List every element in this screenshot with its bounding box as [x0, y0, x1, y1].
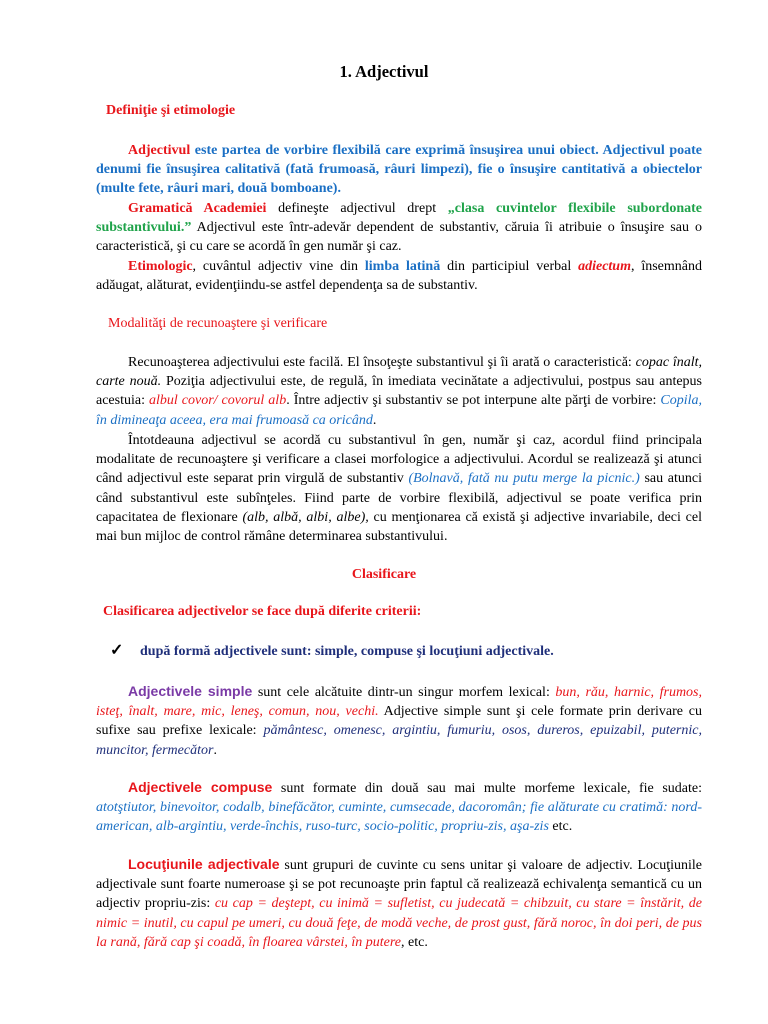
example: (Bolnavă, fată nu putu merge la picnic.)	[408, 471, 640, 487]
paragraph-agreement	[96, 431, 702, 546]
paragraph-compound	[96, 778, 702, 837]
quote-definition: „clasa cuvintelor flexibile subordonate substantivului.”	[96, 201, 702, 236]
term-etimologic: Etimologic	[128, 259, 193, 274]
page-title: 1. Adjectivul	[339, 62, 429, 81]
example-list: atotştiutor, binevoitor, codalb, binefăcător, cuminte, cumsecade, dacoromân; fie alăturate cu cratimă: nord-american, alb-argintiu, verde-închis, ruso-turc, socio-politic, propriu-zis, aşa-zis	[96, 800, 702, 835]
section-heading-modalitati: Modalităţi de recunoaştere şi verificare	[108, 316, 328, 331]
term-locutiunile-adjectivale: Locuţiunile adjectivale	[128, 856, 280, 872]
text: sunt formate din două sau mai multe morfeme lexicale, fie sudate:	[272, 781, 702, 796]
text: etc.	[548, 819, 573, 835]
example-list: pământesc, omenesc, argintiu, fumuriu, osos, dureros, epuizabil, puternic, muncitor, fermecător	[96, 723, 702, 758]
paragraph-simple	[96, 682, 702, 760]
paragraph-definition	[96, 141, 702, 199]
text: , cuvântul adjectiv vine din	[192, 259, 365, 274]
term-adjectivele: Adjectivele	[128, 683, 208, 699]
paragraph-phrases	[96, 855, 702, 952]
text: sau atunci când substantivul este subînţeles. Fiind parte de vorbire flexibilă, adjectivul se poate verifica prin capacitatea de flexionare	[96, 471, 702, 525]
text: Întotdeauna adjectivul se acordă cu substantivul în gen, număr şi caz, acordul fiind principala modalitate de recunoaştere şi verificare a clasei morfologice a adjectivului. Acordul se realizează şi atunci când adjectivul este separat prin virgulă de substantiv	[96, 433, 702, 487]
text: Poziţia adjectivului este, de regulă, în imediata vecinătate a adjectivului, postpus sau antepus acestuia:	[96, 374, 703, 409]
text: Adjectivul este într-adevăr dependent de substantiv, căruia îi atribuie o însuşire sau o caracteristică, şi cu care se acordă în gen număr şi caz.	[96, 220, 702, 255]
paragraph-academy	[96, 199, 702, 257]
text: .	[372, 412, 377, 428]
paragraph-etymology	[96, 257, 702, 295]
term-simple: simple	[207, 683, 253, 699]
text: sunt grupuri de cuvinte cu sens unitar şi valoare de adjectiv. Locuţiunile adjectivale sunt foarte numeroase şi se pot recunoaşte prin faptul că realizează echivalenţa semantică cu un adjectiv propriu-zis:	[96, 858, 702, 912]
text: .	[213, 742, 217, 758]
section-heading-definitie: Definiţie şi etimologie	[106, 103, 236, 118]
text: , însemnând adăugat, alăturat, evidenţiindu-se astfel dependenţa sa de substantiv.	[96, 259, 703, 294]
text: . Între adjectiv şi substantiv se pot interpune alte părţi de vorbire:	[286, 393, 661, 409]
paragraph-recognition	[96, 353, 702, 430]
text: din participiul verbal	[440, 259, 579, 274]
term-adjectivele-compuse: Adjectivele compuse	[128, 779, 273, 795]
example: copac înalt, carte nouă.	[96, 355, 702, 390]
text: Recunoaşterea adjectivului este facilă. El însoţeşte substantivul şi îi arată o caracteristică:	[128, 355, 636, 370]
term-limba-latina: limba latină	[364, 259, 441, 274]
definition-text: este partea de vorbire flexibilă care exprimă însuşirea unui obiect. Adjectivul poate denumi fie însuşirea calitativă (fată frumoasă, râuri limpezi), fie o însuşire cantitativă a obiectelor (multe fete, râuri mari, două bomboane).	[96, 143, 702, 197]
term-adiectum: adiectum	[578, 259, 631, 274]
term-gramatica-academiei: Gramatică Academiei	[128, 201, 267, 216]
section-heading-clasificare: Clasificare	[351, 567, 417, 582]
text: , etc.	[401, 934, 428, 950]
text: sunt cele alcătuite dintr-un singur morfem lexical:	[252, 685, 556, 700]
example-list: bun, rău, harnic, frumos, isteţ, înalt, mare, mic, leneş, comun, nou, vechi.	[96, 685, 702, 720]
example: (alb, albă, albi, albe),	[242, 509, 369, 525]
text: cu menţionarea că există şi adjective invariabile, deci cel mai bun mijloc de control rămâne determinarea substantivului.	[96, 509, 702, 545]
bullet-text: după formă adjectivele sunt: simple, compuse şi locuţiuni adjectivale.	[140, 644, 554, 659]
example-list: cu cap = deştept, cu inimă = sufletist, cu judecată = chibzuit, cu stare = înstărit, de nimic = inutil, cu capul pe umeri, cu două feţe, de modă veche, de prost gust, fără noroc, în doi peri, de pus la rană, fără cap şi coadă, în floarea vârstei, în putere	[96, 896, 702, 950]
checkmark-icon: ✓	[110, 642, 124, 659]
example: Copila, în dimineaţa aceea, era mai frumoasă ca oricând	[96, 393, 702, 428]
section-heading-criterii: Clasificarea adjectivelor se face după diferite criterii:	[103, 604, 422, 619]
text: defineşte adjectivul drept	[266, 201, 448, 216]
example: albul covor/ covorul alb	[148, 393, 287, 409]
term-adjectivul: Adjectivul	[128, 143, 191, 158]
text: Adjective simple sunt şi cele formate prin derivare cu sufixe sau prefixe lexicale:	[96, 704, 702, 739]
